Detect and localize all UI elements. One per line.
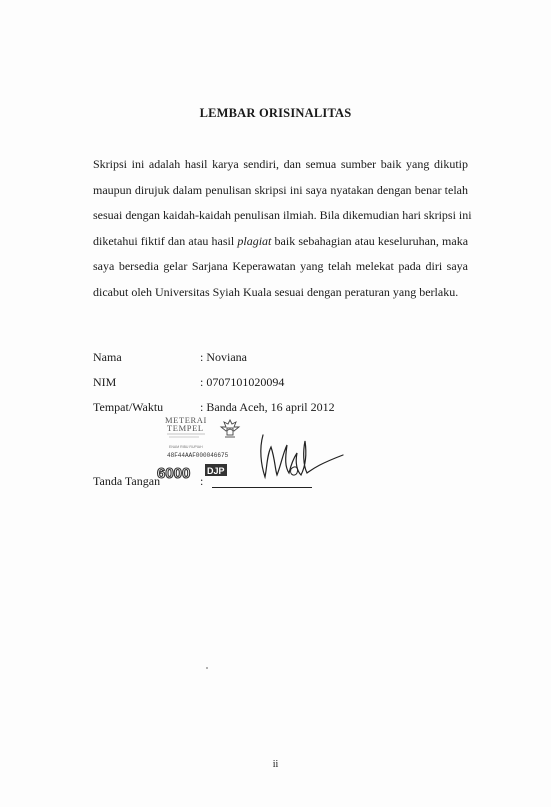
field-label: NIM bbox=[93, 375, 117, 389]
svg-text:6000: 6000 bbox=[157, 465, 191, 480]
svg-text:ENAM RIBU RUPIAH: ENAM RIBU RUPIAH bbox=[169, 445, 203, 449]
svg-text:TEMPEL: TEMPEL bbox=[167, 423, 204, 433]
paragraph-line: saya bersedia gelar Sarjana Keperawatan yang telah melekat pada diri saya bbox=[93, 259, 468, 274]
field-value: : Banda Aceh, 16 april 2012 bbox=[200, 400, 335, 414]
paragraph-line: dicabut oleh Universitas Syiah Kuala sesuai dengan peraturan yang berlaku. bbox=[93, 284, 459, 299]
svg-text:DJP: DJP bbox=[207, 466, 225, 476]
field-value: : bbox=[200, 474, 204, 488]
svg-text:48F44AAF000046675: 48F44AAF000046675 bbox=[167, 452, 229, 459]
page-number: ii bbox=[272, 759, 279, 770]
scan-speck bbox=[206, 667, 208, 669]
field-label: Nama bbox=[93, 350, 122, 364]
page-title: LEMBAR ORISINALITAS bbox=[199, 106, 352, 120]
handwritten-signature bbox=[255, 425, 345, 485]
field-label: Tempat/Waktu bbox=[93, 400, 164, 414]
paragraph-line: Skripsi ini adalah hasil karya sendiri, dan semua sumber baik yang dikutip bbox=[93, 157, 468, 171]
paragraph-text: baik sebahagian atau keseluruhan, maka bbox=[274, 233, 469, 248]
paragraph-line: maupun dirujuk dalam penulisan skripsi ini saya nyatakan dengan benar telah bbox=[93, 182, 468, 197]
paragraph-text: diketahui fiktif dan atau hasil bbox=[93, 233, 235, 248]
field-label: Tanda Tangan bbox=[93, 474, 161, 488]
paragraph-line: sesuai dengan kaidah-kaidah penulisan ilmiah. Bila dikemudian hari skripsi ini bbox=[93, 208, 472, 223]
signature-underline bbox=[212, 487, 312, 488]
paragraph-line-mixed bbox=[93, 229, 468, 255]
italic-term: plagiat bbox=[237, 233, 272, 248]
statement-paragraph bbox=[93, 152, 472, 306]
svg-text:METERAI: METERAI bbox=[165, 415, 207, 425]
field-value: : 0707101020094 bbox=[200, 375, 285, 389]
field-value: : Noviana bbox=[200, 350, 247, 364]
meterai-stamp bbox=[155, 414, 270, 480]
